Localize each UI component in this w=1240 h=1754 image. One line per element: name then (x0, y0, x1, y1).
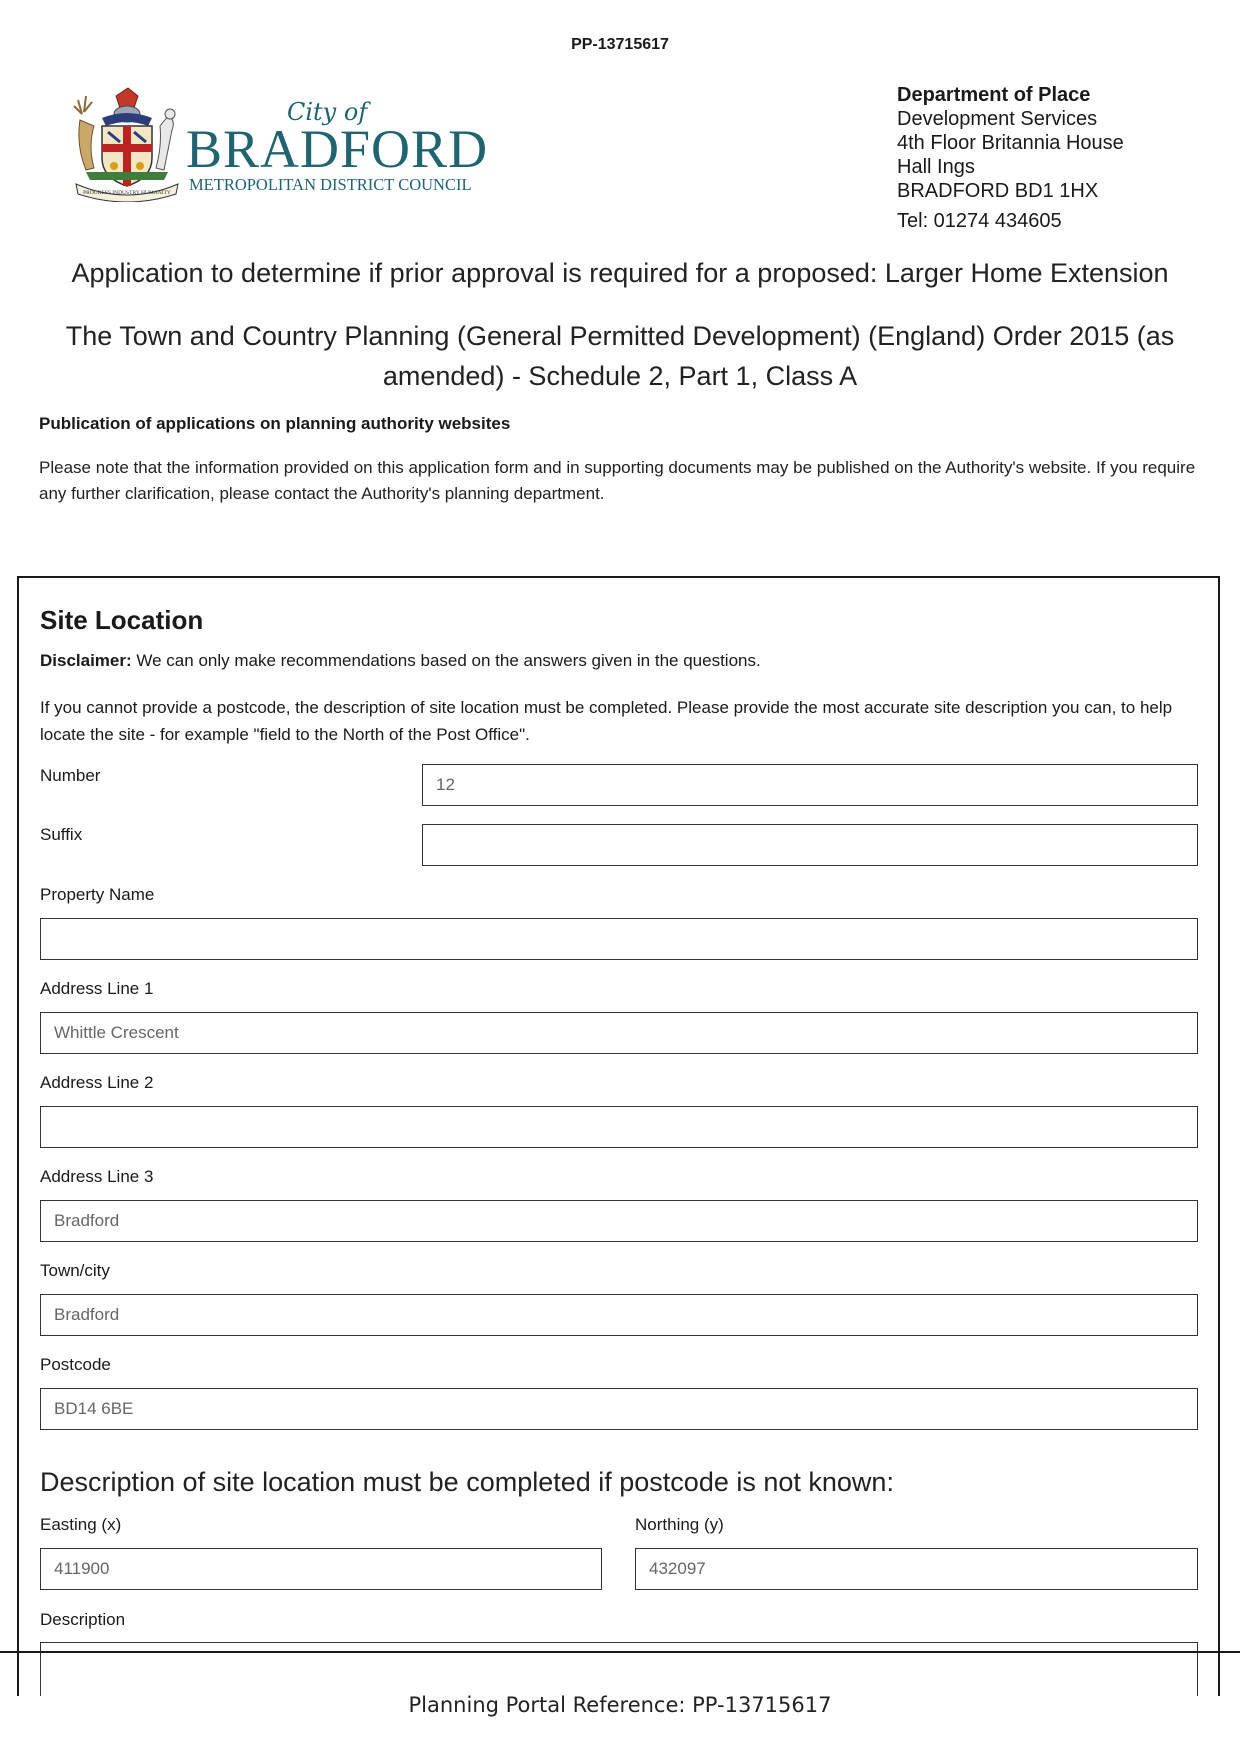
address-line-1-field[interactable]: Whittle Crescent (40, 1012, 1198, 1054)
coat-of-arms-icon (72, 86, 182, 202)
address-line: Hall Ings (897, 156, 975, 178)
site-location-section (17, 576, 1220, 1696)
footer-divider (0, 1651, 1240, 1653)
document-subtitle: The Town and Country Planning (General Permitted Development) (England) Order 2015 (as amended) - Schedule 2, Part 1, Class A (65, 321, 1175, 391)
description-label: Description (40, 1610, 126, 1629)
postcode-label: Postcode (40, 1355, 111, 1374)
address-line: BRADFORD BD1 1HX (897, 180, 1099, 202)
postcode-field[interactable]: BD14 6BE (40, 1388, 1198, 1430)
logo-bradford: BRADFORD (186, 119, 489, 179)
address-line-3-field[interactable]: Bradford (40, 1200, 1198, 1242)
section-title: Site Location (40, 605, 204, 635)
address-line-1-label: Address Line 1 (40, 979, 154, 998)
department-telephone: Tel: 01274 434605 (897, 210, 1062, 232)
easting-label: Easting (x) (40, 1515, 122, 1534)
council-logo (72, 86, 489, 206)
publication-heading: Publication of applications on planning authority websites (39, 414, 511, 433)
footer-reference: Planning Portal Reference: PP-13715617 (408, 1693, 832, 1717)
town-city-field[interactable]: Bradford (40, 1294, 1198, 1336)
description-heading: Description of site location must be completed if postcode is not known: (40, 1467, 894, 1497)
address-line-2-label: Address Line 2 (40, 1073, 154, 1092)
logo-council-name: METROPOLITAN DISTRICT COUNCIL (189, 175, 472, 194)
address-line: Development Services (897, 108, 1098, 130)
disclaimer-label: Disclaimer: (40, 651, 132, 670)
property-name-label: Property Name (40, 885, 155, 904)
department-title: Department of Place (897, 84, 1091, 106)
page-reference: PP-13715617 (571, 36, 669, 53)
site-instructions: If you cannot provide a postcode, the description of site location must be completed. Please provide the most accurate site description you can, to help locate the site - for example "field to the North of the Post Office". (40, 698, 1173, 744)
address-line-3-label: Address Line 3 (40, 1167, 154, 1186)
town-city-label: Town/city (40, 1261, 110, 1280)
easting-field[interactable]: 411900 (40, 1548, 602, 1590)
disclaimer (40, 651, 761, 671)
number-field[interactable]: 12 (422, 764, 1198, 806)
address-line-2-field[interactable] (40, 1106, 1198, 1148)
suffix-field[interactable] (422, 824, 1198, 866)
logo-city-of: City of (287, 98, 368, 126)
property-name-field[interactable] (40, 918, 1198, 960)
document-title: Application to determine if prior approval is required for a proposed: Larger Home Extension (71, 258, 1169, 288)
number-label: Number (40, 766, 101, 785)
suffix-label: Suffix (40, 825, 83, 844)
northing-field[interactable]: 432097 (635, 1548, 1198, 1590)
northing-label: Northing (y) (635, 1515, 724, 1534)
publication-notice: Please note that the information provided on this application form and in supporting documents may be published on the Authority's website. If you require any further clarification, please contact the Authority's planning department. (39, 458, 1196, 503)
address-line: 4th Floor Britannia House (897, 132, 1124, 154)
disclaimer-text: We can only make recommendations based on the answers given in the questions. (131, 651, 761, 670)
motto-text: PROGRESS INDUSTRY HUMANITY (83, 190, 171, 196)
department-address (897, 83, 1124, 233)
